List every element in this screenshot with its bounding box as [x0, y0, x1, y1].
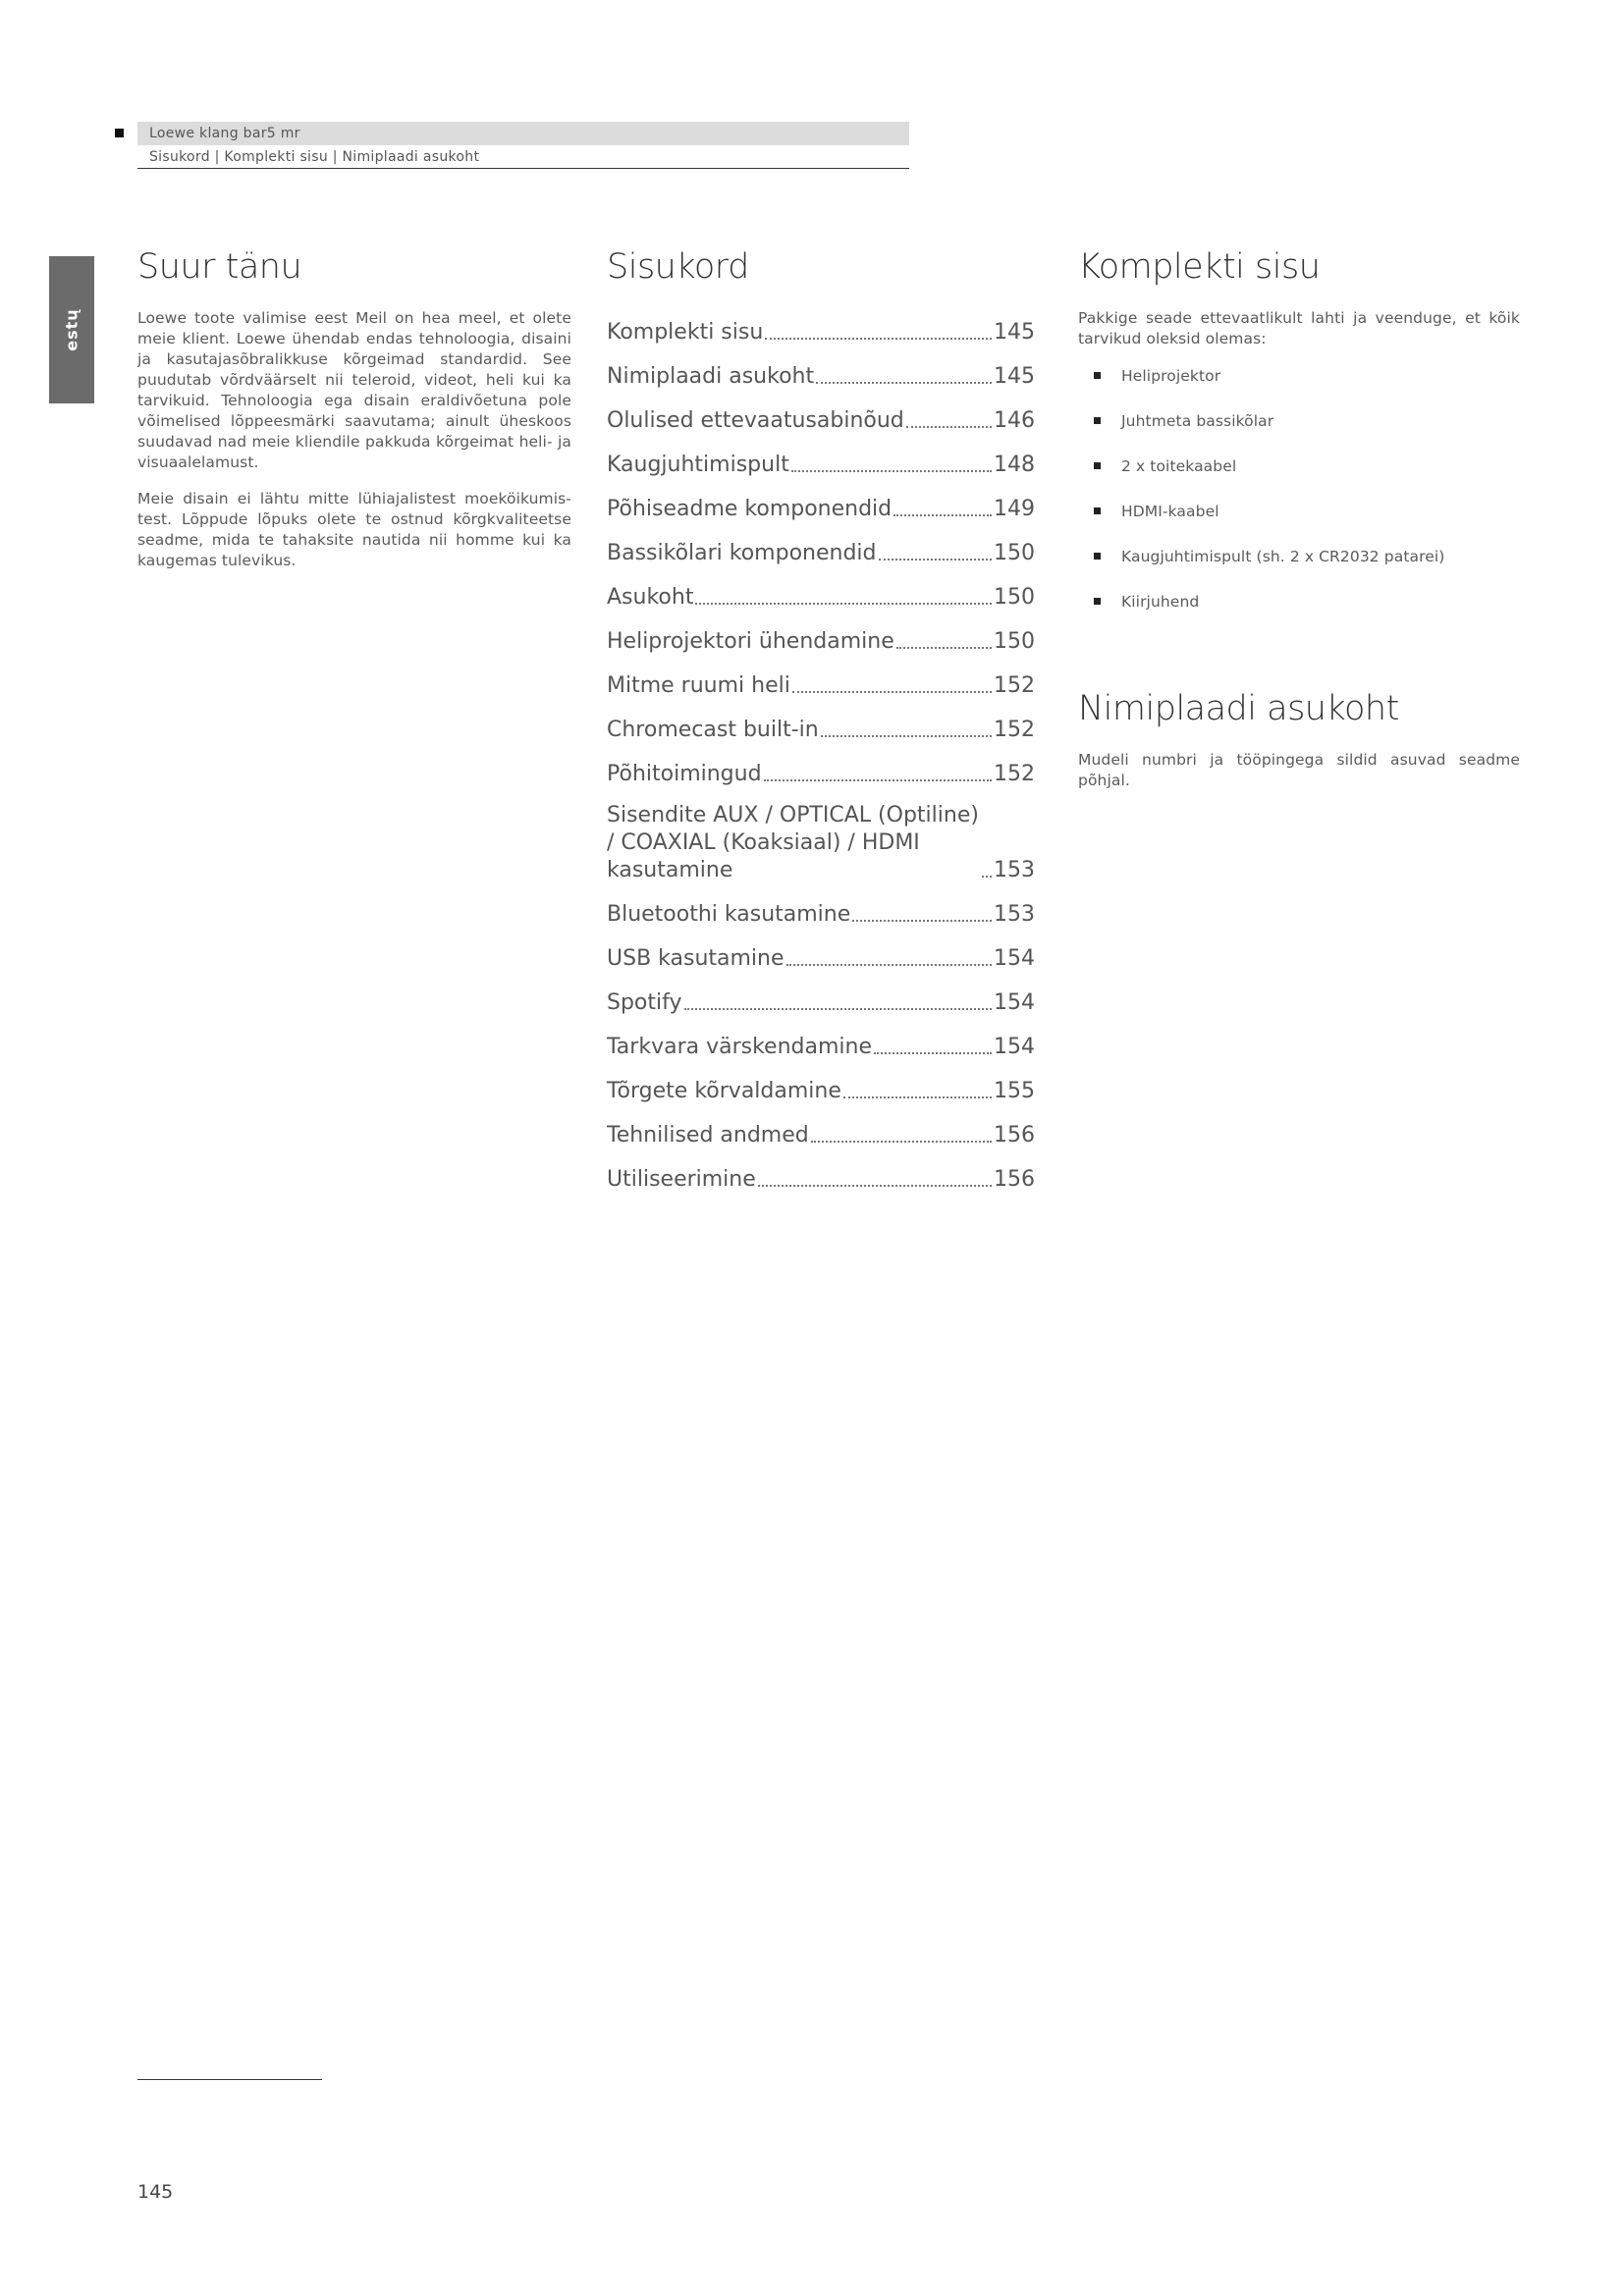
toc-entry[interactable] — [607, 302, 1035, 347]
toc-entry-page: 152 — [994, 718, 1035, 742]
contents-title: Komplekti sisu — [1078, 247, 1321, 287]
contents-item: Heliprojektor — [1078, 365, 1520, 410]
toc-leader — [906, 426, 992, 428]
toc-entry-label: Tarkvara värskendamine — [607, 1035, 872, 1059]
toc-leader — [765, 338, 992, 340]
toc-entry-page: 145 — [994, 364, 1035, 389]
toc-entry[interactable] — [607, 1105, 1035, 1149]
toc-entry-label: Tehnilised andmed — [607, 1123, 809, 1148]
toc-entry-page: 156 — [994, 1123, 1035, 1148]
toc-entry[interactable] — [607, 700, 1035, 744]
toc-leader — [982, 876, 992, 878]
nameplate-title: Nimiplaadi asukoht — [1078, 689, 1399, 728]
toc-leader — [758, 1185, 992, 1187]
toc-entry[interactable] — [607, 656, 1035, 700]
toc-entry-page: 152 — [994, 762, 1035, 786]
header-product: Loewe klang bar5 mr — [137, 122, 909, 145]
breadcrumb: Sisukord | Komplekti sisu | Nimiplaadi asukoht — [137, 145, 909, 169]
intro-paragraph: Loewe toote valimise eest Meil on hea meel, et olete meie klient. Loewe ühendab endas tehnoloogia, disaini ja kasutajasõbralikkuse kõrgeimad standardid. See puudutab võrdväärselt nii teleroid, videot, heli kui ka tarvikuid. Tehnoloogia ega disain eraldivõetuna pole võimelised lõppeesmärki saavutama; ainult üheskoos suudavad nad meie kliendile pakkuda kõrgeimat heli- ja visuaalelamust. — [137, 309, 571, 471]
toc-entry-label: Põhitoimingud — [607, 762, 762, 786]
toc-entry-page: 150 — [994, 585, 1035, 610]
toc-entry-page: 154 — [994, 1035, 1035, 1059]
toc-entry-label: Heliprojektori ühendamine — [607, 629, 894, 654]
contents-list — [1078, 365, 1520, 636]
toc-entry[interactable] — [607, 435, 1035, 479]
toc-leader — [816, 382, 992, 384]
toc-entry[interactable] — [607, 973, 1035, 1017]
toc-entry[interactable] — [607, 788, 1035, 884]
toc-entry-label: Utiliseerimine — [607, 1167, 756, 1192]
toc-leader — [874, 1052, 992, 1054]
nameplate-section — [1078, 687, 1520, 791]
nameplate-text: Mudeli numbri ja tööpingega sildid asuvad seadme põhjal. — [1078, 751, 1520, 789]
page-number: 145 — [137, 2181, 174, 2203]
toc-entry-label: USB kasutamine — [607, 946, 785, 971]
toc-entry-page: 156 — [994, 1167, 1035, 1192]
toc-entry-page: 145 — [994, 320, 1035, 345]
footnote-divider — [137, 2079, 322, 2080]
toc-entry[interactable] — [607, 479, 1035, 523]
toc-entry-label: Spotify — [607, 990, 682, 1015]
toc-entry-label: Põhiseadme komponendid — [607, 497, 893, 521]
toc-entry[interactable] — [607, 391, 1035, 435]
contents-item: HDMI-kaabel — [1078, 501, 1520, 546]
toc-entry-page: 150 — [994, 541, 1035, 565]
contents-item: 2 x toitekaabel — [1078, 455, 1520, 501]
toc-entry-label: Olulised ettevaatusabinõud — [607, 408, 904, 433]
toc-entry-page: 150 — [994, 629, 1035, 654]
toc-entry-label: Bluetoothi kasutamine — [607, 902, 851, 927]
toc-entry-page: 148 — [994, 453, 1035, 477]
toc-entry-label: Bassikõlari komponendid — [607, 541, 877, 565]
intro-paragraph: Meie disain ei lähtu mitte lühiajalistest moeköikumis-test. Lõppude lõpuks olete te ostnud kõrgkvaliteetse seadme, mida te tahaksite nautida nii homme kui ka kaugemas tulevikus. — [137, 490, 571, 569]
toc-leader — [811, 1141, 992, 1143]
toc-entry[interactable] — [607, 884, 1035, 929]
toc-entry-page: 153 — [994, 858, 1035, 882]
toc-entry-label: Nimiplaadi asukoht — [607, 364, 815, 389]
contents-item: Kaugjuhtimispult (sh. 2 x CR2032 patarei) — [1078, 546, 1520, 591]
contents-item: Juhtmeta bassikõlar — [1078, 410, 1520, 455]
toc-entry-page: 153 — [994, 902, 1035, 927]
contents-item: Kiirjuhend — [1078, 591, 1520, 636]
header-marker — [115, 129, 124, 137]
toc-entry-page: 154 — [994, 990, 1035, 1015]
toc-leader — [843, 1096, 992, 1098]
contents-intro: Pakkige seade ettevaatlikult lahti ja veenduge, et kõik tarvikud oleksid olemas: — [1078, 309, 1520, 347]
toc-entry-label: Sisendite AUX / OPTICAL (Optiline) / COAXIAL (Koaksiaal) / HDMI kasutamine — [607, 803, 979, 882]
toc-leader — [764, 779, 992, 781]
toc-entry[interactable] — [607, 347, 1035, 391]
toc-entry-label: Chromecast built-in — [607, 718, 819, 742]
language-tab-label: estų — [62, 308, 81, 351]
toc-entry[interactable] — [607, 567, 1035, 612]
toc-entry-page: 155 — [994, 1079, 1035, 1103]
toc-entry[interactable] — [607, 1061, 1035, 1105]
toc-entry-page: 152 — [994, 673, 1035, 698]
toc-leader — [695, 603, 992, 605]
toc-list — [607, 302, 1039, 1194]
toc-leader — [896, 647, 992, 649]
toc-entry-label: Komplekti sisu — [607, 320, 764, 345]
toc-leader — [821, 735, 992, 737]
toc-leader — [852, 920, 992, 922]
toc-leader — [786, 964, 992, 966]
toc-leader — [684, 1008, 992, 1010]
toc-entry[interactable] — [607, 612, 1035, 656]
intro-title: Suur tänu — [137, 247, 302, 287]
toc-entry-label: Tõrgete kõrvaldamine — [607, 1079, 841, 1103]
toc-entry[interactable] — [607, 1017, 1035, 1061]
toc-entry-label: Mitme ruumi heli — [607, 673, 790, 698]
toc-entry[interactable] — [607, 523, 1035, 567]
intro-section — [137, 245, 571, 571]
toc-entry[interactable] — [607, 1149, 1035, 1194]
toc-section — [607, 245, 1039, 1194]
contents-section — [1078, 245, 1520, 791]
toc-leader — [791, 470, 992, 472]
toc-entry-label: Kaugjuhtimispult — [607, 453, 789, 477]
toc-entry[interactable] — [607, 744, 1035, 788]
toc-entry-page: 149 — [994, 497, 1035, 521]
toc-entry-page: 154 — [994, 946, 1035, 971]
toc-entry[interactable] — [607, 929, 1035, 973]
toc-leader — [893, 514, 992, 516]
toc-leader — [879, 559, 992, 561]
toc-entry-label: Asukoht — [607, 585, 694, 610]
toc-title: Sisukord — [607, 247, 749, 287]
language-tab — [49, 256, 94, 403]
toc-entry-page: 146 — [994, 408, 1035, 433]
toc-leader — [792, 691, 992, 693]
